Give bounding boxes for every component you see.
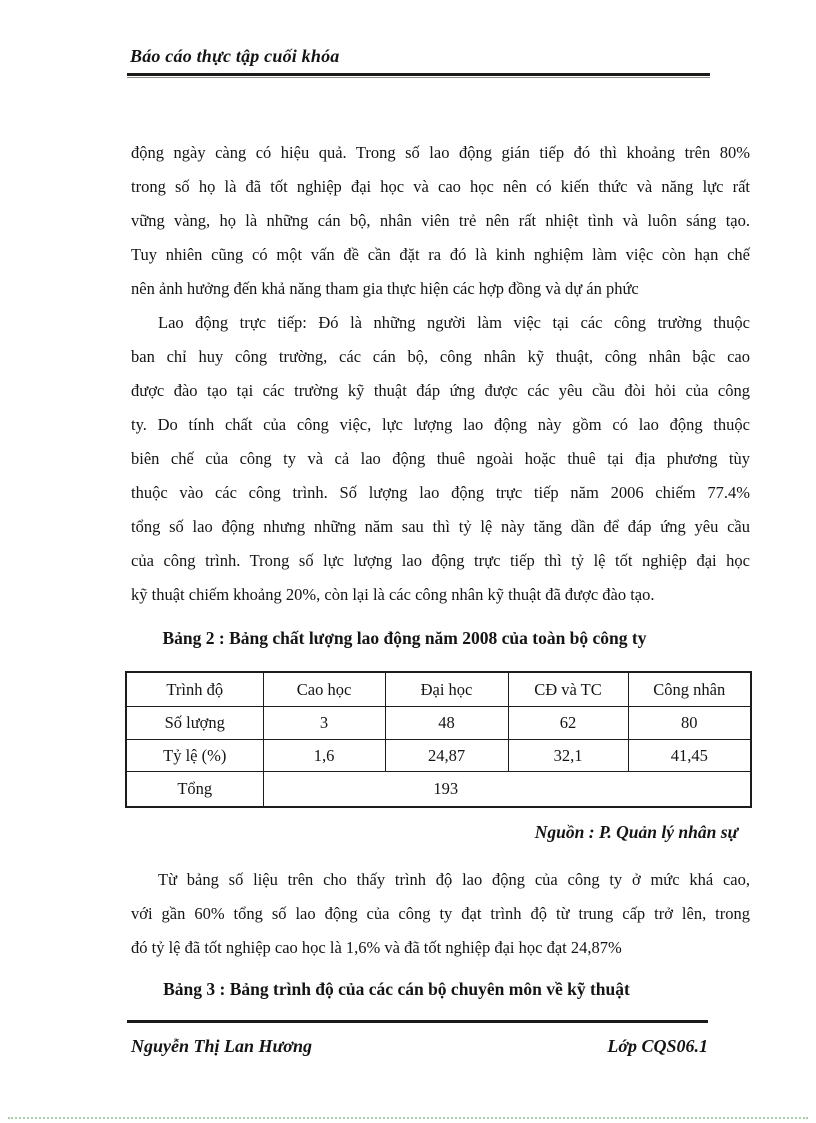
body-text [131,136,750,612]
text-line: của công trình. Trong số lực lượng lao động trực tiếp thì tỷ lệ tốt nghiệp đại học [131,551,750,570]
text-line: thuộc vào các công trình. Số lượng lao động trực tiếp năm 2006 chiếm 77.4% [131,483,750,502]
labor-quality-table [125,671,752,808]
footer-rule [127,1020,708,1023]
body-text [131,863,750,965]
table-row [126,740,751,772]
text-line: kỹ thuật chiếm khoảng 20%, còn lại là các công nhân kỹ thuật đã được đào tạo. [131,585,655,604]
table-cell: 1,6 [263,740,385,772]
text-line: biên chế của công ty và cả lao động thuê ngoài hoặc thuê tại địa phương tùy [131,449,750,468]
page-footer [131,1033,708,1059]
row-label-cell: Tỷ lệ (%) [126,740,263,772]
row-label-cell: Tổng [126,772,263,808]
table-cell: 24,87 [385,740,508,772]
table-header-cell: CĐ và TC [508,672,628,707]
table-header-cell: Cao học [263,672,385,707]
table-header-cell: Đại học [385,672,508,707]
table-total-cell: 193 [263,772,751,808]
source-note: Nguồn : P. Quản lý nhân sự [534,822,738,842]
table-row [126,707,751,740]
table-header-cell: Trình độ [126,672,263,707]
table-cell: 41,45 [628,740,751,772]
text-line: tổng số lao động nhưng những năm sau thì tỷ lệ này tăng dần để đáp ứng yêu cầu [131,517,750,536]
table-cell: 80 [628,707,751,740]
table-cell: 62 [508,707,628,740]
text-line: nên ảnh hưởng đến khả năng tham gia thực hiện các hợp đồng và dự án phức [131,279,639,298]
footer-author: Nguyễn Thị Lan Hương [131,1036,312,1056]
text-line: ty. Do tính chất của công việc, lực lượng lao động này gồm có lao động thuộc [131,415,750,434]
footer-class-label: Lớp CQS06.1 [607,1036,708,1056]
table-total-row [126,772,751,808]
text-line: Từ bảng số liệu trên cho thấy trình độ lao động của công ty ở mức khá cao, [158,870,750,889]
text-line: Lao động trực tiếp: Đó là những người làm việc tại các công trường thuộc [158,313,750,332]
table-cell: 3 [263,707,385,740]
page-break-line [8,1117,808,1119]
table-3-caption: Bảng 3 : Bảng trình độ của các cán bộ chuyên môn về kỹ thuật [163,979,630,999]
table-cell: 32,1 [508,740,628,772]
table-cell: 48 [385,707,508,740]
table-header-row [126,672,751,707]
text-line: Tuy nhiên cũng có một vấn đề cần đặt ra đó là kinh nghiệm làm việc còn hạn chế [131,245,750,264]
page-header-title: Báo cáo thực tập cuối khóa [130,46,340,66]
table-2-caption: Bảng 2 : Bảng chất lượng lao động năm 2008 của toàn bộ công ty [162,628,647,648]
table-header-cell: Công nhân [628,672,751,707]
header-rule [127,73,710,78]
text-line: vững vàng, họ là những cán bộ, nhân viên trẻ nên rất nhiệt tình và luôn sáng tạo. [131,211,750,230]
text-line: ban chỉ huy công trường, các cán bộ, công nhân kỹ thuật, công nhân bậc cao [131,347,750,366]
text-line: động ngày càng có hiệu quả. Trong số lao động gián tiếp đó thì khoảng trên 80% [131,143,750,162]
text-line: với gần 60% tổng số lao động của công ty đạt trình độ từ trung cấp trở lên, trong [131,904,750,923]
row-label-cell: Số lượng [126,707,263,740]
text-line: đó tỷ lệ đã tốt nghiệp cao học là 1,6% và đã tốt nghiệp đại học đạt 24,87% [131,938,622,957]
text-line: trong số họ là đã tốt nghiệp đại học và cao học nên có kiến thức và năng lực rất [131,177,750,196]
text-line: được đào tạo tại các trường kỹ thuật đáp ứng được các yêu cầu đòi hỏi của công [131,381,750,400]
